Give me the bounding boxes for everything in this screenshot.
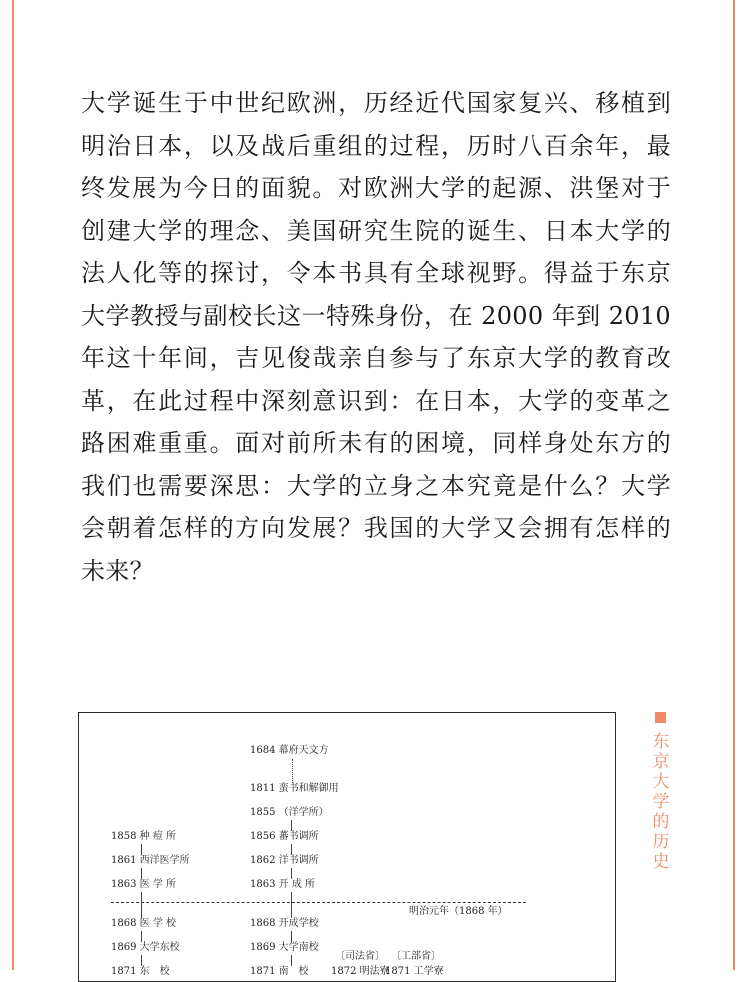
diagram-node: 1868 医 学 校 [111,918,176,929]
diagram-node: 1863 开 成 所 [250,879,315,890]
diagram-connector [291,931,292,942]
body-paragraph [81,82,671,592]
paragraph-line: 会朝着怎样的方向发展？我国的大学又会拥有怎样的 [81,514,671,542]
right-border-line [733,0,735,970]
paragraph-line: 法人化等的探讨，令本书具有全球视野。得益于东京 [81,259,671,287]
left-border-line [12,0,14,970]
diagram-node: 1684 幕府天文方 [250,745,329,756]
diagram-connector [141,955,142,966]
caption-text: 东京大学的历史 [652,732,670,872]
diagram-node: 1869 大学东校 [111,942,180,953]
paragraph-line: 年这十年间，吉见俊哉亲自参与了东京大学的教育改 [81,344,671,372]
paragraph-line: 明治日本，以及战后重组的过程，历时八百余年，最 [81,131,671,160]
diagram-node: 1811 蛮书和解御用 [250,783,339,794]
figure-caption [650,712,672,872]
diagram-connector [291,820,292,831]
paragraph-line: 创建大学的理念、美国研究生院的诞生、日本大学的 [81,216,671,245]
diagram-node: 1863 医 学 所 [111,879,176,890]
diagram-node: 1855 （洋学所） [250,807,329,818]
paragraph-line: 路困难重重。面对前所未有的困境，同样身处东方的 [81,429,671,457]
diagram-connector [141,892,142,918]
diagram-node: 1862 洋书调所 [250,855,319,866]
meiji-label: 明治元年（1868 年） [409,906,508,917]
diagram-dotted-connector [292,759,293,783]
diagram-node: 1858 种 痘 所 [111,831,176,842]
paragraph-line: 终发展为今日的面貌。对欧洲大学的起源、洪堡对于 [81,174,671,202]
diagram-node: 1871 东 校 [111,966,170,977]
diagram-node: 1868 开成学校 [250,918,319,929]
diagram-connector [141,844,142,855]
diagram-node: 1869 大学南校 [250,942,319,953]
diagram-connector [141,868,142,879]
diagram-connector [291,955,292,966]
diagram-connector [291,868,292,879]
paragraph-line: 未来？ [81,556,154,585]
paragraph-line: 革，在此过程中深刻意识到：在日本，大学的变革之 [81,386,671,415]
ministry-label: 〔司法省〕 [335,951,385,962]
ministry-label: 〔工部省〕 [391,951,441,962]
diagram-connector [141,931,142,942]
paragraph-line: 大学诞生于中世纪欧洲，历经近代国家复兴、移植到 [81,89,671,117]
diagram-node: 1856 蕃书调所 [250,831,319,842]
paragraph-line: 大学教授与副校长这一特殊身份，在 2000 年到 2010 [81,301,671,330]
diagram-connector [291,892,292,918]
diagram-node: 1861 西洋医学所 [111,855,190,866]
diagram-node: 1871 南 校 [250,966,309,977]
paragraph-line: 我们也需要深思：大学的立身之本究竟是什么？大学 [81,471,671,500]
history-diagram [78,712,616,982]
meiji-divider-line [111,902,526,903]
diagram-node: 1872 明法寮 [331,966,390,977]
diagram-connector [291,844,292,855]
diagram-node: 1871 工学寮 [385,966,444,977]
caption-marker-square [655,712,666,723]
